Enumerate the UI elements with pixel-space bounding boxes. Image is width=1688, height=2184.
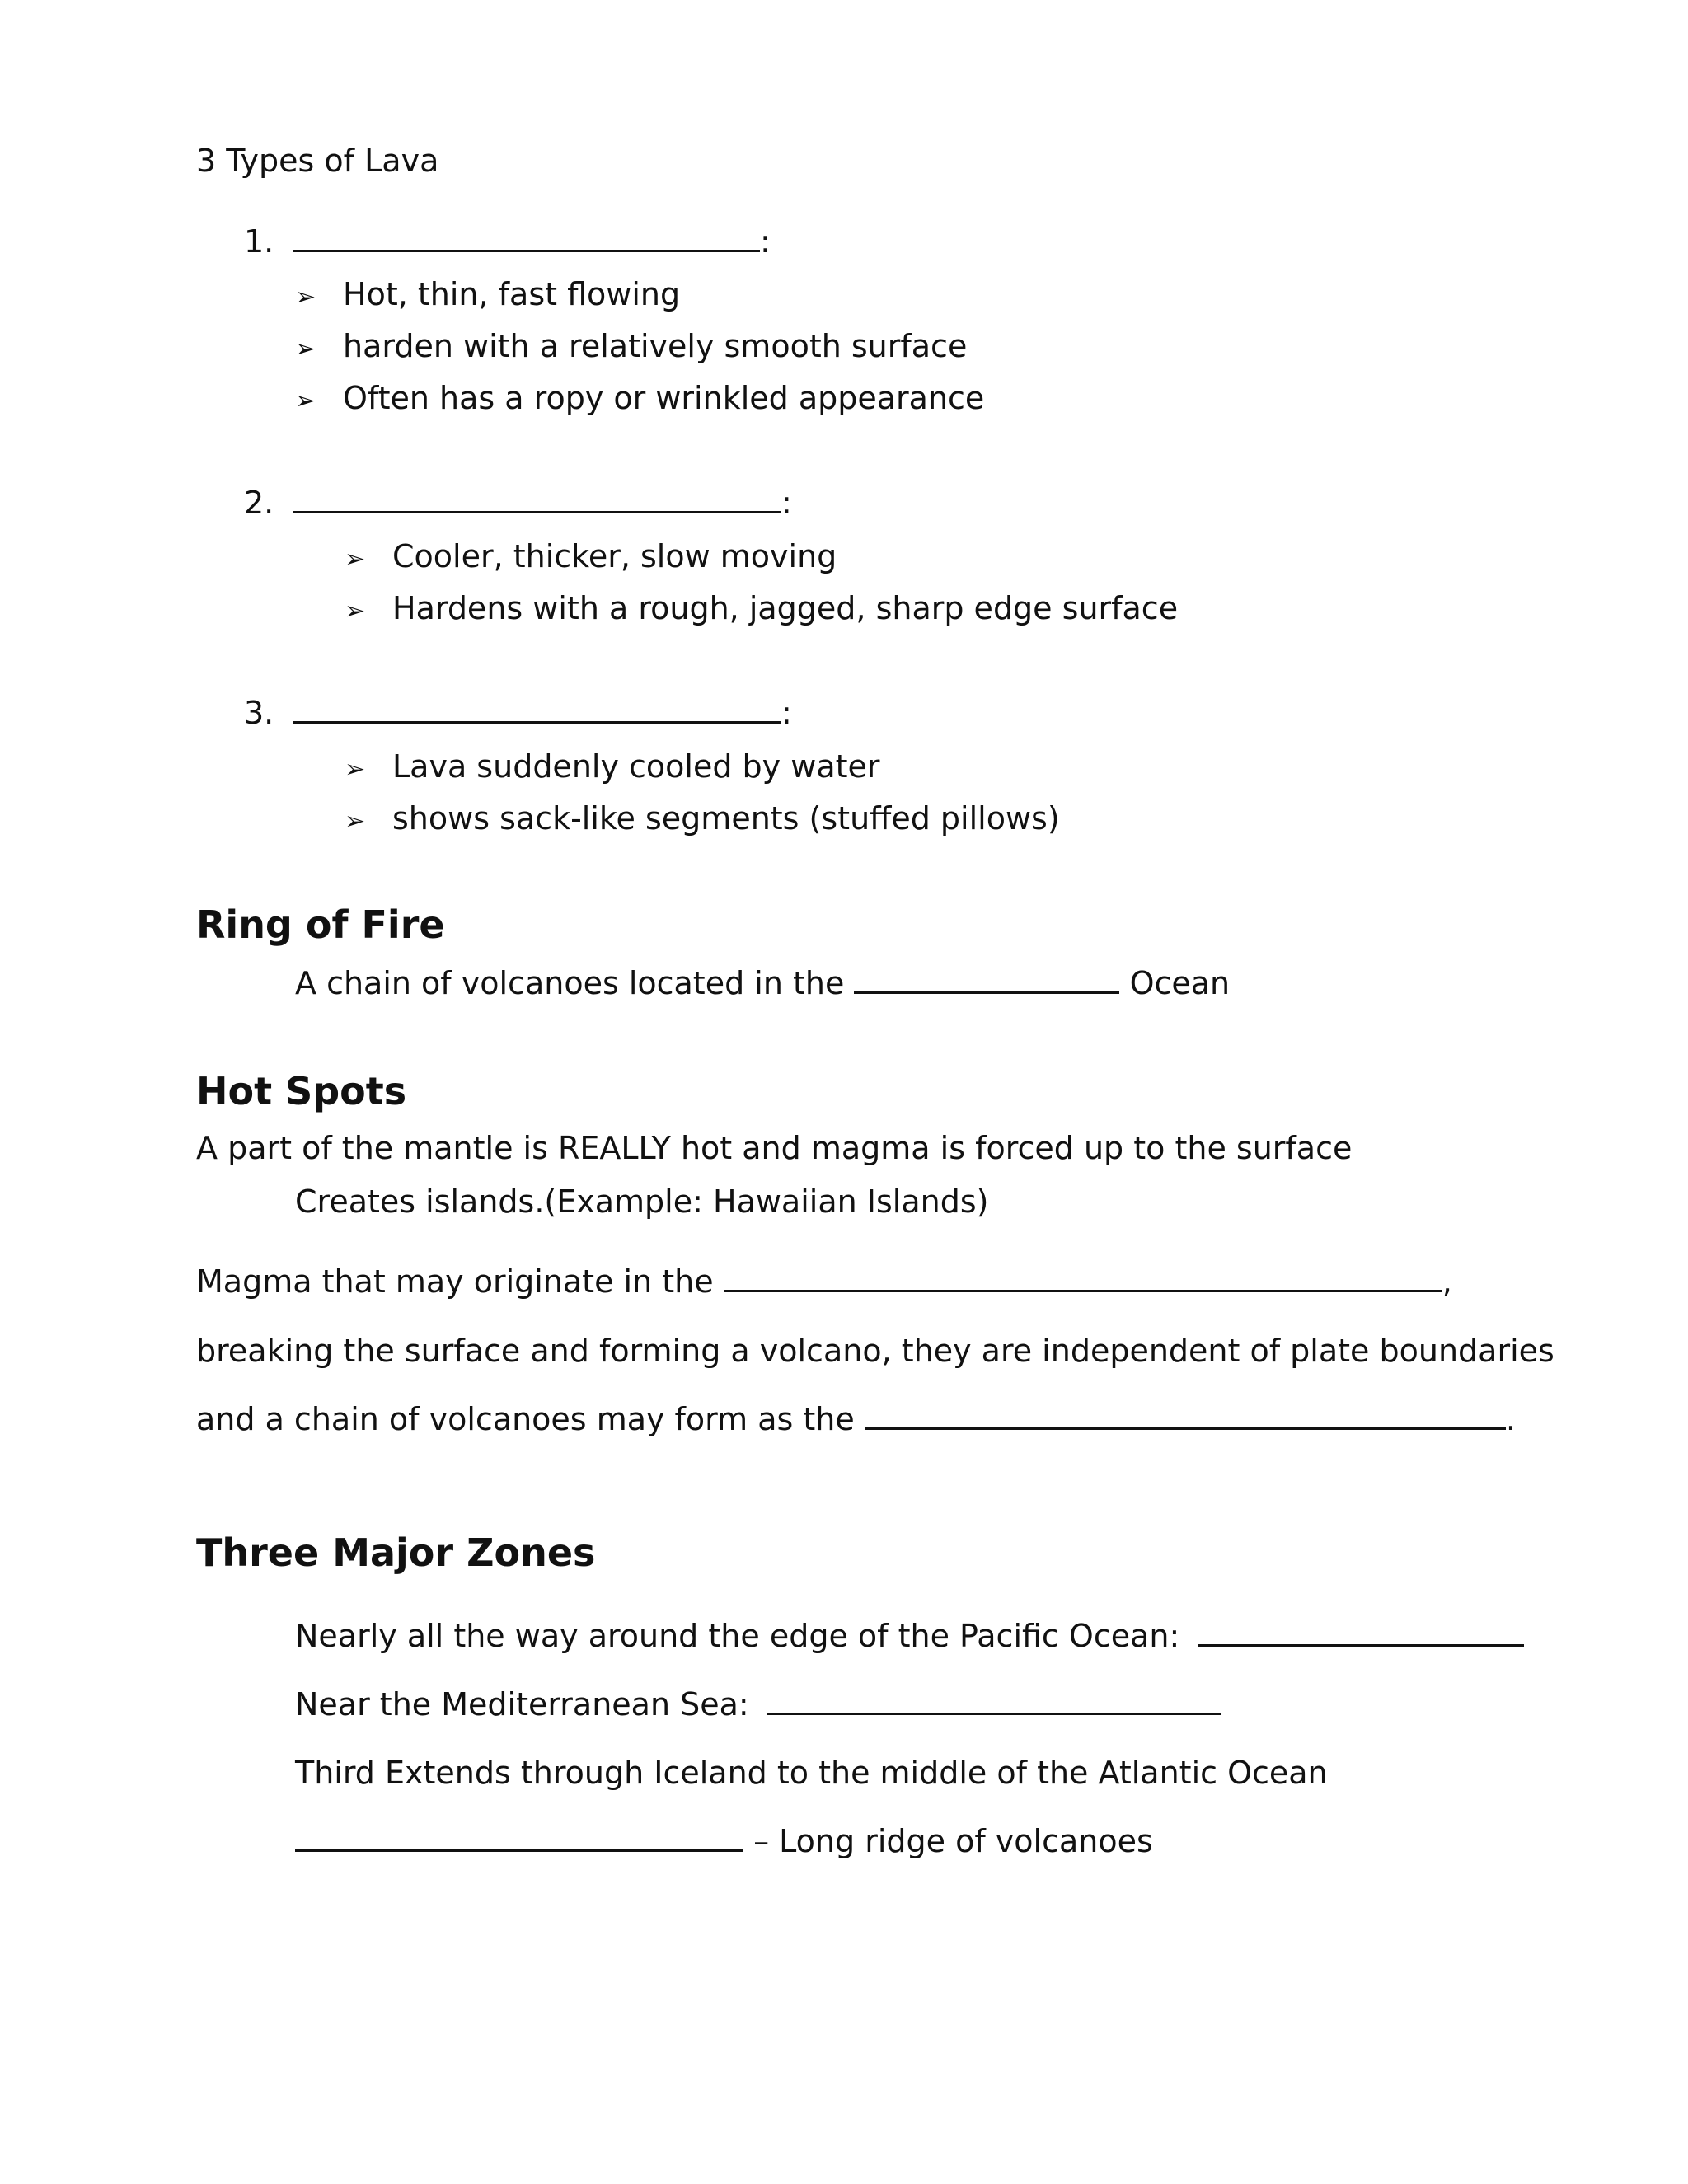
para-comma: , bbox=[1442, 1263, 1452, 1300]
zone-3-line: Third Extends through Iceland to the middle of the Atlantic Ocean bbox=[295, 1755, 1328, 1791]
lava-type-1-blank[interactable] bbox=[293, 222, 760, 252]
lava-type-3-blank[interactable] bbox=[293, 693, 781, 724]
para-period: . bbox=[1505, 1401, 1516, 1437]
lava-type-1-bullet-2 bbox=[295, 326, 967, 370]
lava-type-1 bbox=[244, 221, 771, 262]
zone-3-text-after: – Long ridge of volcanoes bbox=[753, 1823, 1153, 1859]
zone-3-answer-line bbox=[295, 1821, 1153, 1862]
hot-spots-line-2: Creates islands.(Example: Hawaiian Islands) bbox=[295, 1183, 989, 1220]
lava-type-2-colon: : bbox=[781, 485, 792, 521]
zone-2-text: Near the Mediterranean Sea: bbox=[295, 1686, 749, 1722]
para-text: and a chain of volcanoes may form as the bbox=[196, 1401, 855, 1437]
hot-spots-para-line-3 bbox=[196, 1399, 1516, 1440]
arrow-bullet-icon: ➢ bbox=[345, 597, 366, 626]
ring-of-fire-text-after: Ocean bbox=[1129, 965, 1231, 1001]
lava-type-1-bullet-1 bbox=[295, 274, 680, 318]
arrow-bullet-icon: ➢ bbox=[295, 387, 316, 415]
mantle-origin-blank[interactable] bbox=[724, 1262, 1442, 1292]
zone-2-blank[interactable] bbox=[767, 1685, 1221, 1715]
lava-type-1-colon: : bbox=[760, 223, 771, 260]
lava-type-3-bullet-2 bbox=[345, 798, 1060, 842]
ring-of-fire-heading: Ring of Fire bbox=[196, 902, 445, 947]
lava-section-title: 3 Types of Lava bbox=[196, 143, 439, 179]
hot-spots-heading: Hot Spots bbox=[196, 1069, 407, 1113]
lava-type-3-number: 3. bbox=[244, 695, 274, 731]
lava-type-2-bullet-2 bbox=[345, 588, 1178, 632]
lava-type-1-number: 1. bbox=[244, 223, 274, 260]
zone-1-text: Nearly all the way around the edge of the Pacific Ocean: bbox=[295, 1618, 1180, 1654]
hot-spots-para-line-1 bbox=[196, 1261, 1452, 1302]
lava-type-3-colon: : bbox=[781, 695, 792, 731]
bullet-text: Often has a ropy or wrinkled appearance bbox=[343, 380, 985, 416]
zone-1-blank[interactable] bbox=[1198, 1616, 1524, 1647]
bullet-text: Hot, thin, fast flowing bbox=[343, 276, 681, 312]
zone-3-blank[interactable] bbox=[295, 1821, 743, 1852]
lava-type-1-bullet-3 bbox=[295, 377, 984, 422]
zones-heading: Three Major Zones bbox=[196, 1530, 596, 1575]
bullet-text: harden with a relatively smooth surface bbox=[343, 328, 968, 364]
arrow-bullet-icon: ➢ bbox=[295, 283, 316, 312]
bullet-text: Lava suddenly cooled by water bbox=[392, 748, 880, 785]
arrow-bullet-icon: ➢ bbox=[345, 807, 366, 836]
bullet-text: Cooler, thicker, slow moving bbox=[392, 538, 837, 574]
zone-1-line bbox=[295, 1615, 1524, 1657]
lava-type-2 bbox=[244, 482, 792, 523]
arrow-bullet-icon: ➢ bbox=[295, 335, 316, 363]
zone-2-line bbox=[295, 1684, 1221, 1725]
lava-type-2-blank[interactable] bbox=[293, 483, 781, 513]
lava-type-2-bullet-1 bbox=[345, 536, 837, 580]
lava-type-3-bullet-1 bbox=[345, 746, 880, 790]
ring-of-fire-blank[interactable] bbox=[854, 963, 1119, 994]
lava-type-2-number: 2. bbox=[244, 485, 274, 521]
plate-movement-blank[interactable] bbox=[865, 1399, 1506, 1430]
ring-of-fire-text: A chain of volcanoes located in the bbox=[295, 965, 845, 1001]
bullet-text: shows sack-like segments (stuffed pillows) bbox=[392, 800, 1060, 837]
para-text: Magma that may originate in the bbox=[196, 1263, 714, 1300]
ring-of-fire-line bbox=[295, 963, 1230, 1004]
hot-spots-para-line-2: breaking the surface and forming a volcano, they are independent of plate boundaries bbox=[196, 1333, 1554, 1369]
lava-type-3 bbox=[244, 692, 792, 733]
bullet-text: Hardens with a rough, jagged, sharp edge surface bbox=[392, 590, 1179, 626]
hot-spots-line-1: A part of the mantle is REALLY hot and magma is forced up to the surface bbox=[196, 1130, 1353, 1166]
arrow-bullet-icon: ➢ bbox=[345, 545, 366, 574]
arrow-bullet-icon: ➢ bbox=[345, 755, 366, 784]
